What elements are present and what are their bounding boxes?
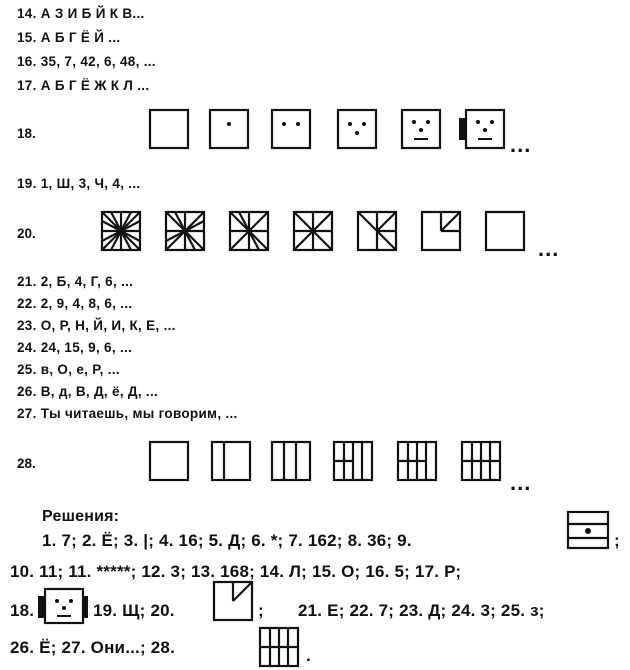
- solutions-line-3-a: 18.: [10, 601, 35, 620]
- solutions-line-4: 26. Ё; 27. Они...; 28.: [10, 638, 175, 657]
- problem-28-figures: [148, 440, 528, 484]
- solutions-line-4-end: .: [306, 646, 311, 665]
- solution-20-figure: [212, 580, 256, 622]
- solutions-line-3-c: ;: [258, 601, 264, 620]
- solutions-line-1-end: ;: [614, 531, 620, 550]
- solutions-line-1: 1. 7; 2. Ё; 3. |; 4. 16; 5. Д; 6. *; 7. 162; 8. 36; 9.: [42, 531, 412, 550]
- solutions-line-3-d: 21. Е; 22. 7; 23. Д; 24. 3; 25. з;: [298, 601, 545, 620]
- problem-22: 22. 2, 9, 4, 8, 6, ...: [17, 296, 133, 311]
- problem-17: 17. А Б Г Ё Ж К Л ...: [17, 78, 150, 93]
- solution-28-figure: [258, 626, 302, 668]
- problem-24: 24. 24, 15, 9, 6, ...: [17, 340, 133, 355]
- problem-16: 16. 35, 7, 42, 6, 48, ...: [17, 54, 156, 69]
- problem-23: 23. О, Р, Н, Й, И, К, Е, ...: [17, 318, 176, 333]
- solutions-line-2: 10. 11; 11. *****; 12. 3; 13. 168; 14. Л; 15. О; 16. 5; 17. Р;: [10, 562, 462, 581]
- problem-20-figures: [100, 210, 540, 254]
- solution-9-figure: [566, 510, 612, 550]
- problem-15: 15. А Б Г Ё Й ...: [17, 30, 121, 45]
- problem-21: 21. 2, Б, 4, Г, 6, ...: [17, 274, 134, 289]
- problem-20-number: 20.: [17, 226, 36, 241]
- face-box-2: [210, 110, 248, 148]
- solutions-heading: Решения:: [42, 508, 120, 525]
- face-box-4: [338, 110, 376, 148]
- problem-27: 27. Ты читаешь, мы говорим, ...: [17, 406, 238, 421]
- problem-26: 26. В, д, В, Д, ё, Д, ...: [17, 384, 159, 399]
- problem-28-ellipsis: ...: [510, 470, 532, 495]
- face-box-1: [150, 110, 188, 148]
- problem-18-ellipsis: ...: [510, 132, 532, 157]
- solution-18-figure: [38, 586, 88, 626]
- solutions-line-3-b: 19. Щ; 20.: [93, 601, 175, 620]
- problem-25: 25. в, О, е, Р, ...: [17, 362, 120, 377]
- problem-28-number: 28.: [17, 456, 36, 471]
- problem-20-ellipsis: ...: [538, 236, 560, 261]
- problem-18-figures: [148, 108, 548, 160]
- problem-14: 14. А З И Б Й К В...: [17, 6, 145, 21]
- face-box-3: [272, 110, 310, 148]
- problem-19: 19. 1, Ш, 3, Ч, 4, ...: [17, 176, 141, 191]
- problem-18-number: 18.: [17, 126, 36, 141]
